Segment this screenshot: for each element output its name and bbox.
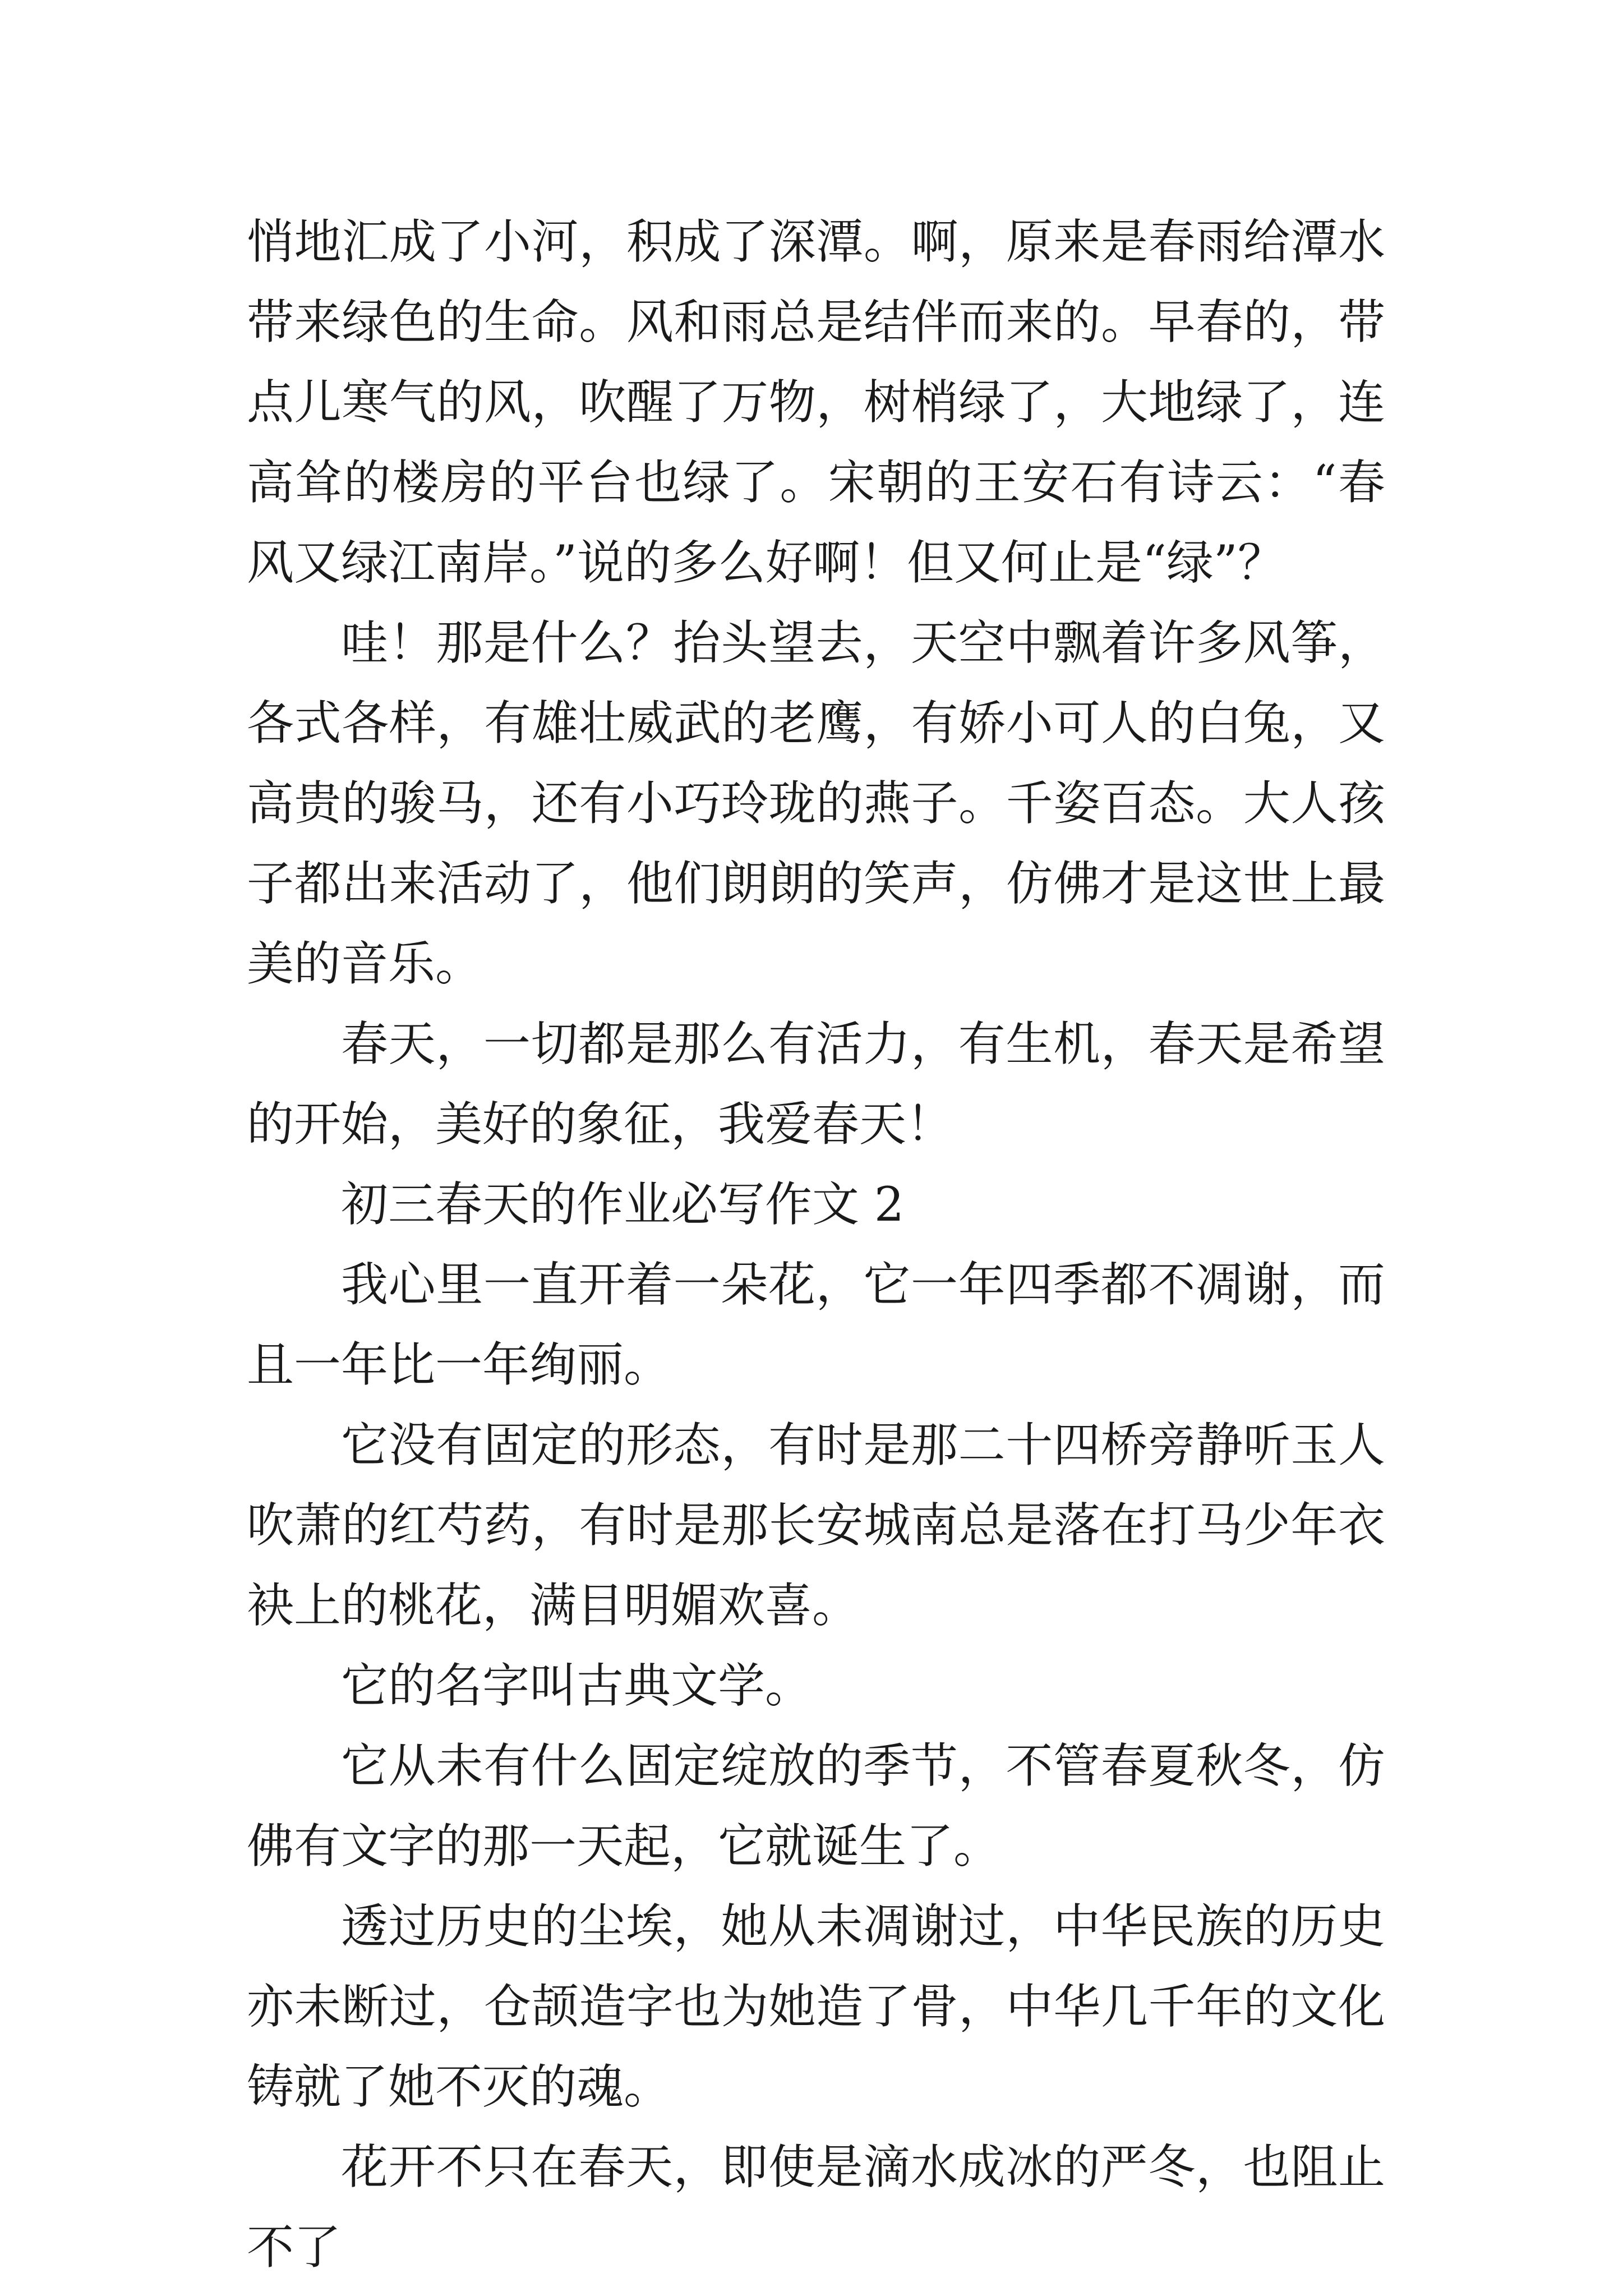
paragraph-history: 透过历史的尘埃，她从未凋谢过，中华民族的历史亦未断过，仓颉造字也为她造了骨，中华几千年的文化铸就了她不灭的魂。 xyxy=(247,1899,1385,2114)
paragraph-season: 它从未有什么固定绽放的季节，不管春夏秋冬，仿佛有文字的那一天起，它就诞生了。 xyxy=(247,1738,1385,1874)
paragraph-kites: 哇！那是什么？抬头望去，天空中飘着许多风筝，各式各样，有雄壮威武的老鹰，有娇小可人的白兔，又高贵的骏马，还有小巧玲珑的燕子。千姿百态。大人孩子都出来活动了，他们朗朗的笑声，仿佛才是这世上最美的音乐。 xyxy=(247,615,1385,991)
paragraph-form: 它没有固定的形态，有时是那二十四桥旁静听玉人吹萧的红芍药，有时是那长安城南总是落在打马少年衣袂上的桃花，满目明媚欢喜。 xyxy=(247,1418,1385,1633)
paragraph-continued: 悄地汇成了小河，积成了深潭。啊，原来是春雨给潭水带来绿色的生命。风和雨总是结伴而来的。早春的，带点儿寒气的风，吹醒了万物，树梢绿了，大地绿了，连高耸的楼房的平台也绿了。宋朝的王安石有诗云：“春风又绿江南岸。”说的多么好啊！但又何止是“绿”？ xyxy=(247,214,1385,590)
paragraph-spring-hope: 春天，一切都是那么有活力，有生机，春天是希望的开始，美好的象征，我爱春天！ xyxy=(247,1016,1385,1152)
paragraph-name: 它的名字叫古典文学。 xyxy=(341,1658,813,1713)
document-body xyxy=(247,202,1385,2288)
section-heading: 初三春天的作业必写作文 2 xyxy=(341,1177,905,1232)
paragraph-winter: 花开不只在春天，即使是滴水成冰的严冬，也阻止不了 xyxy=(247,2139,1385,2275)
paragraph-flower: 我心里一直开着一朵花，它一年四季都不凋谢，而且一年比一年绚丽。 xyxy=(247,1257,1385,1392)
